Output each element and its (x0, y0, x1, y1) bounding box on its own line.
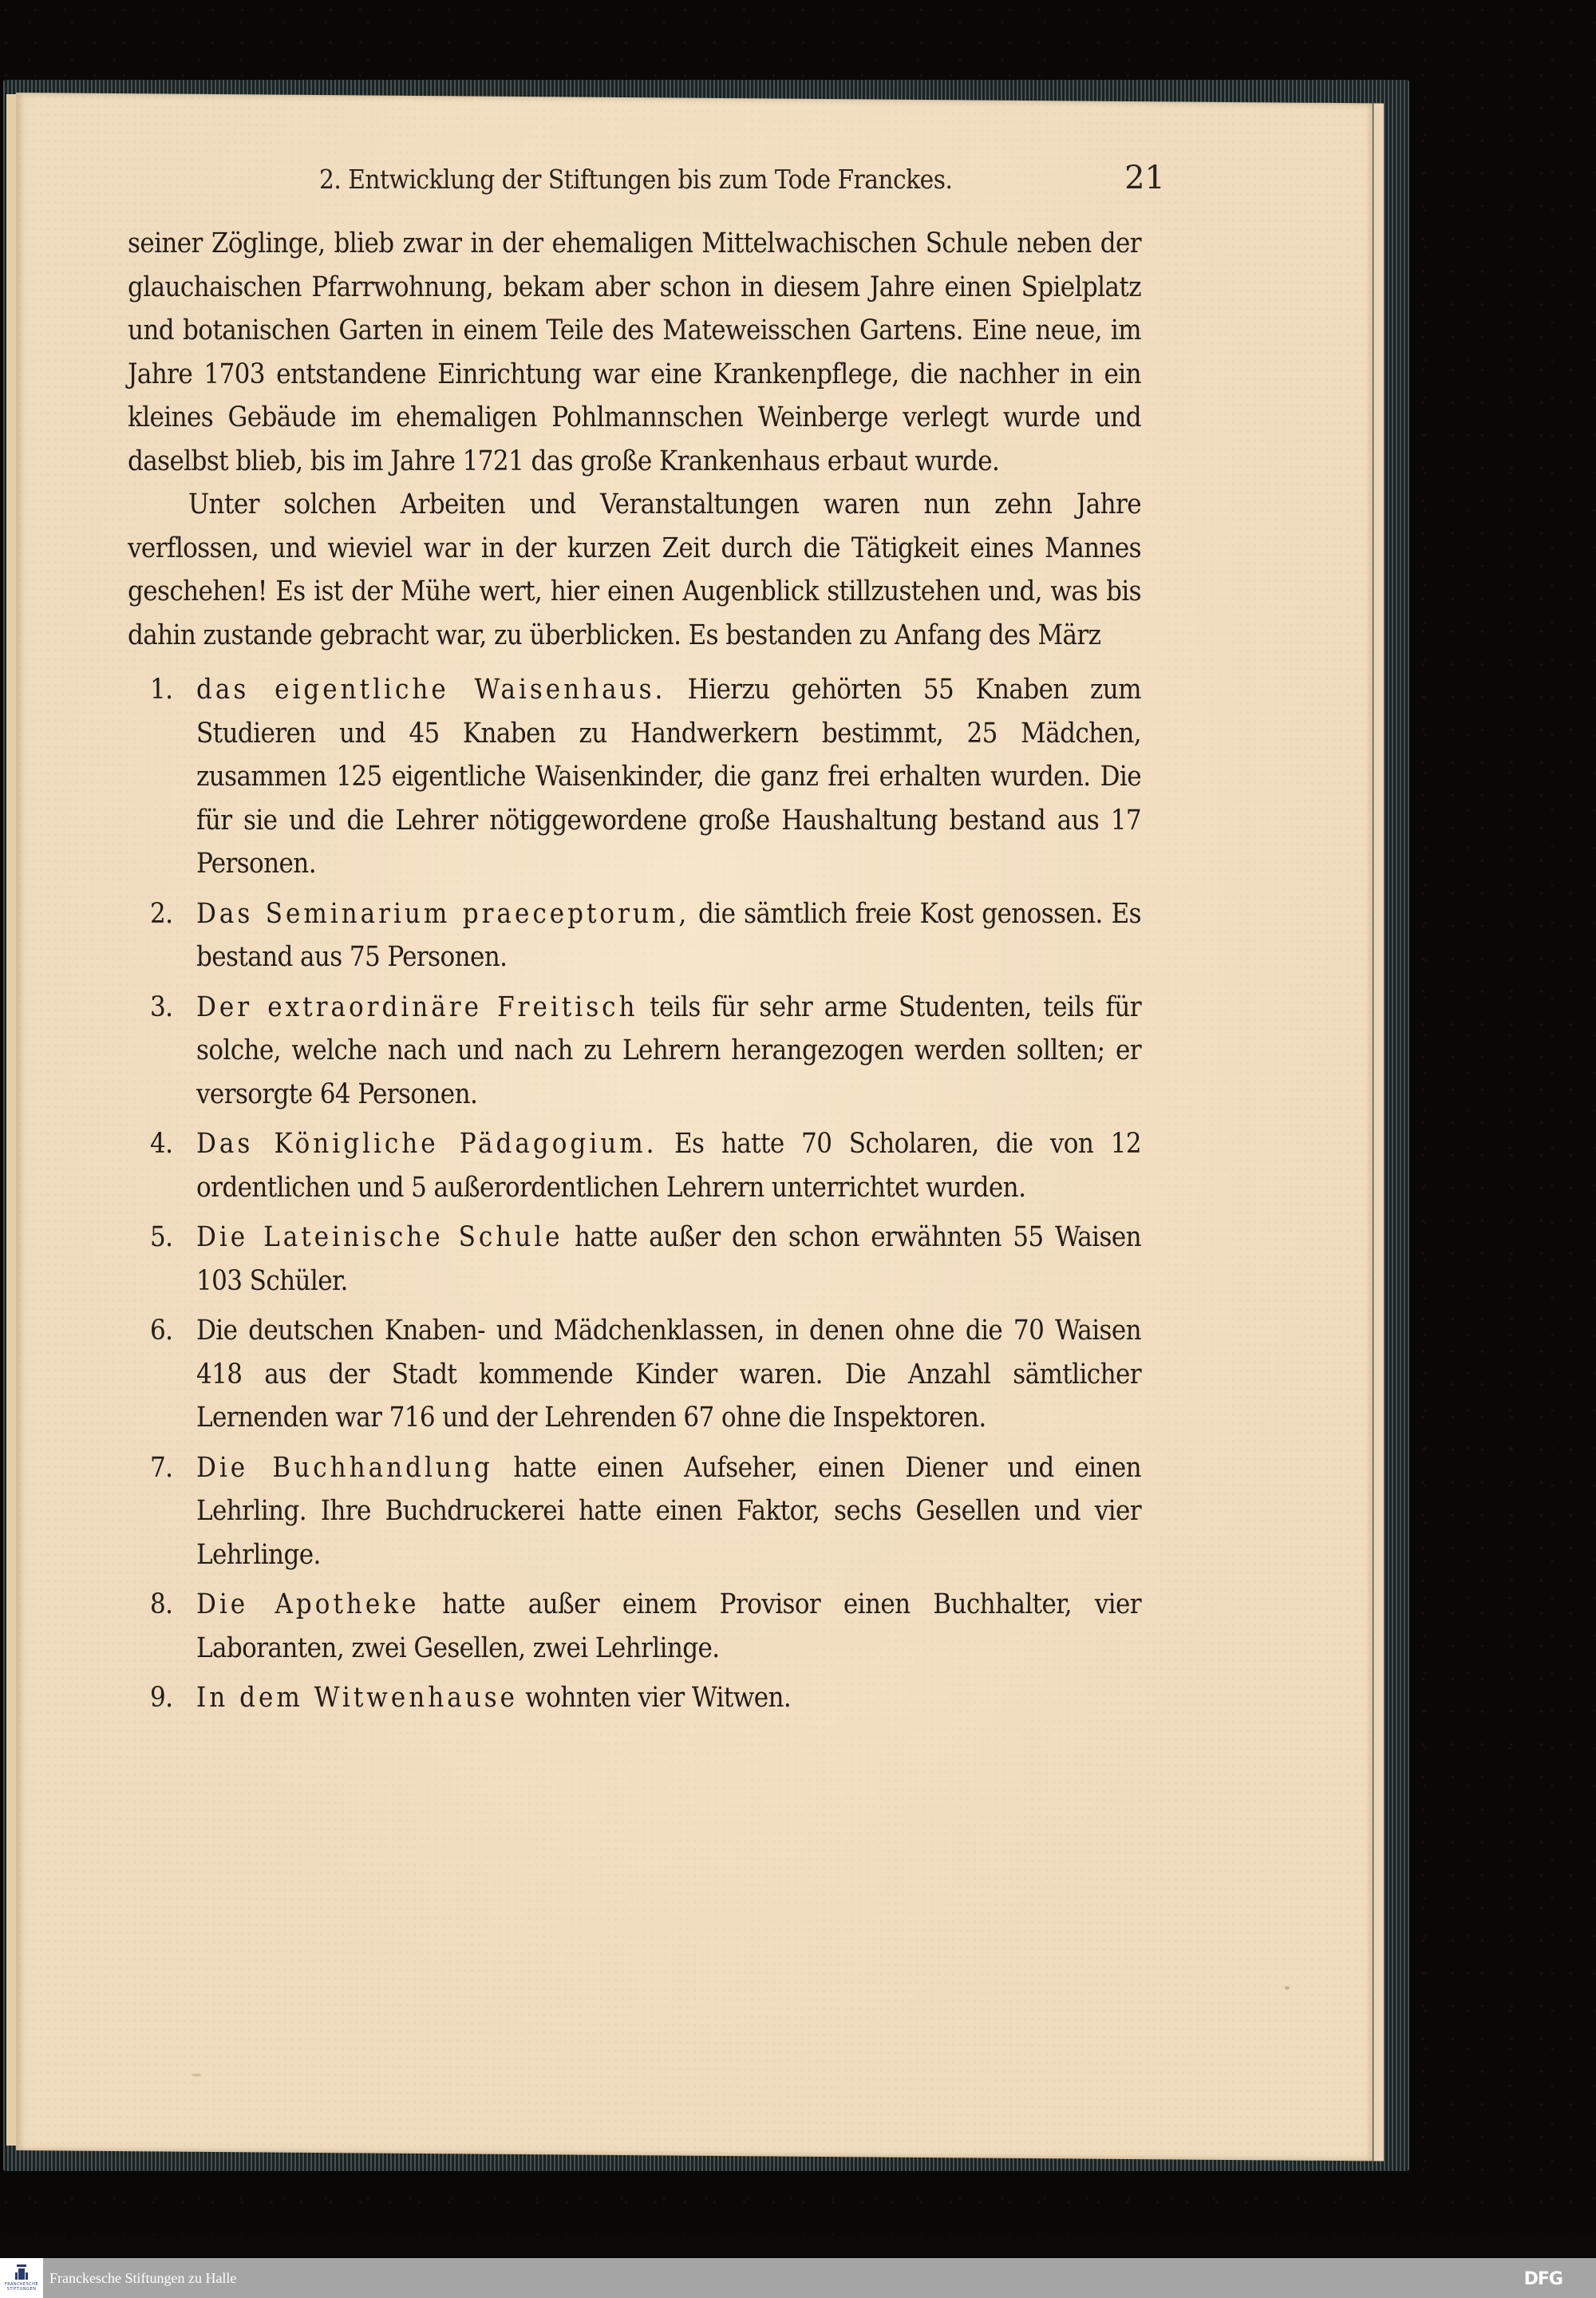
emphasized-term: Die Lateinische Schule (196, 1221, 563, 1253)
paper-stain (1285, 1986, 1290, 1989)
emphasized-term: In dem Witwenhause (196, 1682, 519, 1714)
list-number: 5. (150, 1221, 173, 1253)
list-body: Die deutschen Knaben- und Mädchenklassen, in denen ohne die 70 Waisen 418 aus der Stadt kommende Kinder waren. Die Anzahl sämtlicher Lernenden war 716 und der Lehrenden 67 ohne die Inspektoren. (196, 1315, 1141, 1434)
emphasized-term: Die Apotheke (196, 1588, 420, 1620)
list-text (196, 986, 1141, 1117)
list-item (128, 1676, 1141, 1720)
list-body: Es hatte 70 Scholaren, die von 12 ordentlichen und 5 außerordentlichen Lehrern unterrichtet wurden. (196, 1128, 1142, 1204)
running-head (319, 160, 1165, 196)
paragraph: Unter solchen Arbeiten und Veranstaltungen waren nun zehn Jahre verflossen, und wieviel war in der kurzen Zeit durch die Tätigkeit eines Mannes geschehen! Es ist der Mühe wert, hier einen Augenblick stillzustehen und, was bis dahin zustande gebracht war, zu überblicken. Es bestanden zu Anfang des März (128, 488, 1141, 651)
list-body: Hierzu gehörten 55 Knaben zum Studieren und 45 Knaben zu Handwerkern bestimmt, 25 Mädchen, zusammen 125 eigentliche Waisenkinder, die ganz frei erhalten wurden. Die für sie und die Lehrer nötiggewordene große Haushaltung bestand aus 17 Personen. (196, 674, 1141, 880)
list-item (128, 1583, 1141, 1670)
list-number: 7. (150, 1451, 173, 1484)
dfg-logo[interactable]: DFG (1523, 2269, 1562, 2289)
list-item (128, 986, 1141, 1117)
list-text (196, 1309, 1141, 1440)
list-item (128, 668, 1141, 886)
franckesche-stiftungen-logo[interactable] (0, 2258, 43, 2298)
emphasized-term: Das Seminarium praeceptorum, (196, 897, 690, 930)
emphasized-term: Die Buchhandlung (196, 1451, 493, 1484)
institutions-list (128, 668, 1141, 1720)
list-item (128, 1446, 1141, 1577)
list-text (196, 1583, 1141, 1670)
list-number: 6. (150, 1315, 173, 1347)
list-text (196, 1446, 1141, 1577)
page-number: 21 (1124, 160, 1165, 196)
list-number: 4. (150, 1128, 173, 1160)
body-text (128, 222, 1141, 1726)
page-edge (1373, 103, 1384, 2161)
list-text (196, 1676, 1141, 1720)
institution-name: Franckesche Stiftungen zu Halle (49, 2269, 237, 2286)
logo-text-line: STIFTUNGEN (6, 2287, 37, 2292)
emphasized-term: Das Königliche Pädagogium. (196, 1128, 658, 1160)
list-body: hatte einen Aufseher, einen Diener und einen Lehrling. Ihre Buchdruckerei hatte einen Faktor, sechs Gesellen und vier Lehrlinge. (196, 1451, 1141, 1571)
paragraph: seiner Zöglinge, blieb zwar in der ehemaligen Mittelwachischen Schule neben der glauchaischen Pfarrwohnung, bekam aber schon in diesem Jahre einen Spielplatz und botanischen Garten in einem Teile des Mateweisschen Gartens. Eine neue, im Jahre 1703 entstandene Einrichtung war eine Krankenpflege, die nachher in ein kleines Gebäude im ehemaligen Pohlmannschen Weinberge verlegt wurde und daselbst blieb, bis im Jahre 1721 das große Krankenhaus erbaut wurde. (128, 227, 1141, 477)
list-number: 8. (150, 1588, 173, 1620)
list-number: 3. (150, 991, 173, 1023)
list-body: die sämtlich freie Kost genossen. Es bestand aus 75 Personen. (196, 897, 1141, 973)
list-item (128, 1216, 1141, 1303)
list-text (196, 892, 1141, 979)
building-icon (15, 2264, 28, 2282)
viewer-footer-bar (0, 2258, 1596, 2298)
list-body: hatte außer einem Provisor einen Buchhalter, vier Laboranten, zwei Gesellen, zwei Lehrlinge. (196, 1588, 1141, 1664)
list-text (196, 1216, 1141, 1303)
paper-stain (192, 2074, 201, 2077)
chapter-title: 2. Entwicklung der Stiftungen bis zum Tode Franckes. (319, 164, 953, 195)
list-text (196, 668, 1141, 886)
list-body: hatte außer den schon erwähnten 55 Waisen 103 Schüler. (196, 1221, 1141, 1297)
emphasized-term: das eigentliche Waisenhaus. (196, 674, 666, 706)
list-text (196, 1122, 1141, 1209)
list-item (128, 892, 1141, 979)
list-item (128, 1309, 1141, 1440)
logo-text-line: FRANCKESCHE (4, 2282, 39, 2287)
list-number: 9. (150, 1682, 173, 1714)
list-number: 2. (150, 897, 173, 930)
list-number: 1. (150, 674, 173, 706)
list-item (128, 1122, 1141, 1209)
list-body: wohnten vier Witwen. (518, 1682, 792, 1714)
emphasized-term: Der extraordinäre Freitisch (196, 991, 638, 1023)
list-body: teils für sehr arme Studenten, teils für solche, welche nach und nach zu Lehrern herangezogen werden sollten; er versorgte 64 Personen. (196, 991, 1141, 1110)
